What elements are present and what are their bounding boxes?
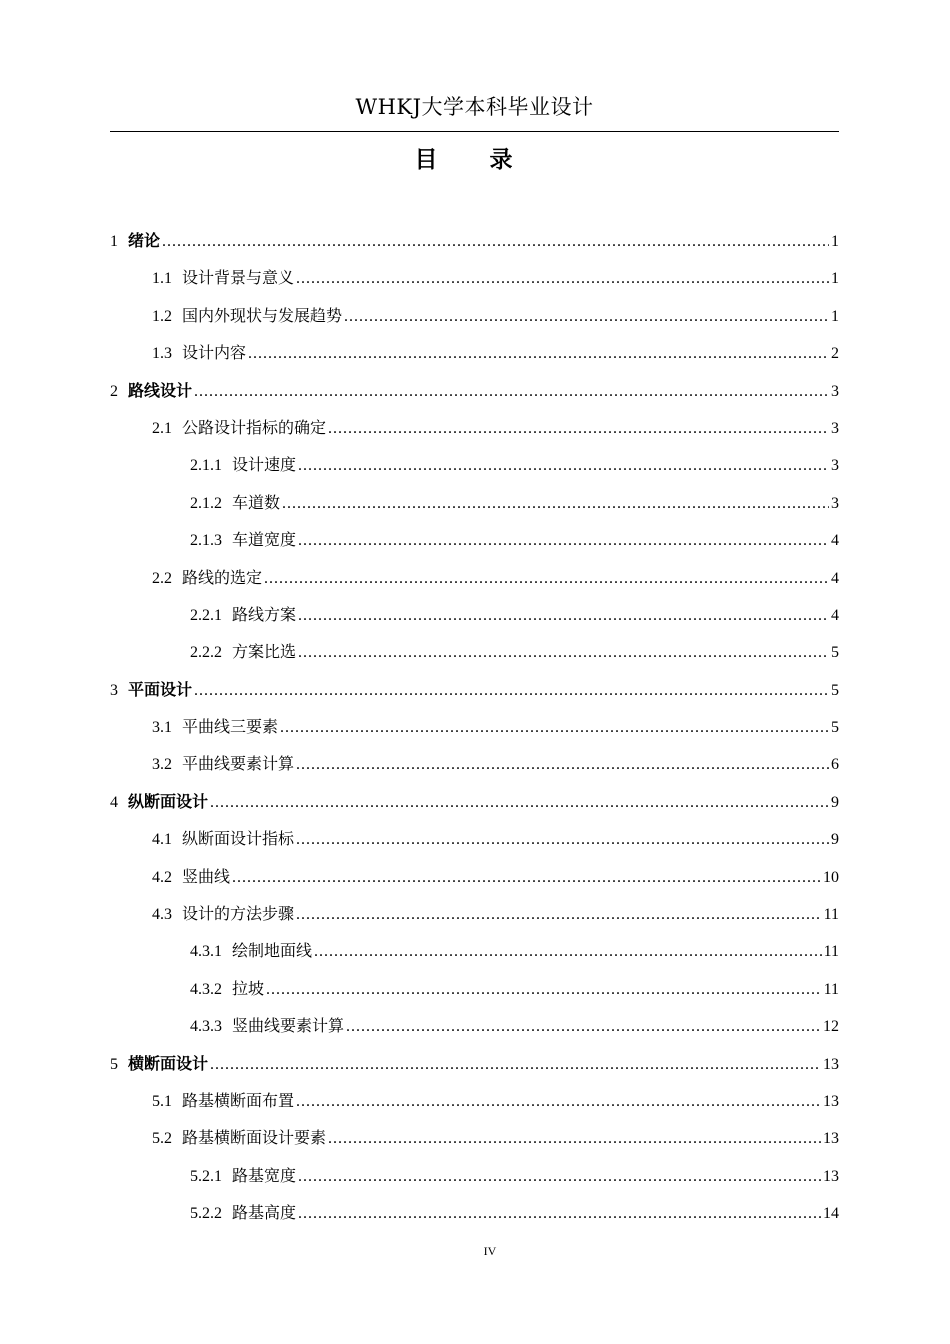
toc-dot-leader xyxy=(296,896,822,933)
toc-entry-page: 5 xyxy=(831,719,839,737)
toc-entry-title: 绘制地面线 xyxy=(232,941,313,961)
toc-entry-page: 13 xyxy=(823,1130,839,1148)
toc-entry-title: 平曲线要素计算 xyxy=(182,754,295,774)
toc-entry-number: 2.2.2 xyxy=(190,644,222,662)
toc-dot-leader xyxy=(298,1195,821,1232)
toc-entry-number: 1.1 xyxy=(152,270,172,288)
toc-dot-leader xyxy=(194,672,829,709)
toc-entry-page: 4 xyxy=(831,606,839,624)
toc-entry-title: 竖曲线要素计算 xyxy=(232,1016,345,1036)
toc-entry[interactable] xyxy=(110,297,839,334)
toc-entry-number: 4.1 xyxy=(152,831,172,849)
toc-entry-page: 14 xyxy=(823,1205,839,1223)
toc-dot-leader xyxy=(232,859,821,896)
toc-entry-title: 路线方案 xyxy=(232,604,297,624)
toc-entry-title: 平面设计 xyxy=(128,679,193,699)
toc-entry[interactable] xyxy=(110,895,839,932)
toc-entry[interactable] xyxy=(110,559,839,596)
toc-entry-number: 4.2 xyxy=(152,868,172,886)
toc-entry-page: 12 xyxy=(823,1018,839,1036)
toc-entry-page: 9 xyxy=(831,831,839,849)
toc-dot-leader xyxy=(298,522,829,559)
toc-entry-page: 11 xyxy=(823,980,839,998)
toc-entry[interactable] xyxy=(110,372,839,409)
toc-entry[interactable] xyxy=(110,334,839,371)
toc-entry[interactable] xyxy=(110,484,839,521)
toc-entry[interactable] xyxy=(110,1007,839,1044)
toc-entry-title: 路线设计 xyxy=(128,380,193,400)
toc-dot-leader xyxy=(248,335,829,372)
toc-entry[interactable] xyxy=(110,858,839,895)
toc-entry[interactable] xyxy=(110,222,839,259)
toc-dot-leader xyxy=(296,260,829,297)
toc-entry[interactable] xyxy=(110,708,839,745)
toc-entry-title: 公路设计指标的确定 xyxy=(182,417,327,437)
toc-entry-title: 竖曲线 xyxy=(182,866,231,886)
toc-entry[interactable] xyxy=(110,820,839,857)
toc-entry-number: 2.1.2 xyxy=(190,494,222,512)
toc-entry-number: 2.1 xyxy=(152,419,172,437)
toc-entry-title: 车道数 xyxy=(232,492,281,512)
toc-entry-title: 路基高度 xyxy=(232,1203,297,1223)
toc-dot-leader xyxy=(162,223,829,260)
toc-entry-title: 纵断面设计 xyxy=(128,791,209,811)
toc-dot-leader xyxy=(296,821,829,858)
toc-dot-leader xyxy=(346,1008,821,1045)
toc-entry[interactable] xyxy=(110,409,839,446)
toc-entry-page: 3 xyxy=(831,382,839,400)
toc-entry-number: 4.3 xyxy=(152,906,172,924)
toc-entry-number: 3.1 xyxy=(152,719,172,737)
toc-entry-number: 2.1.1 xyxy=(190,457,222,475)
toc-entry[interactable] xyxy=(110,521,839,558)
toc-entry[interactable] xyxy=(110,1119,839,1156)
toc-entry-number: 4 xyxy=(110,793,118,811)
toc-entry-number: 3.2 xyxy=(152,756,172,774)
toc-entry-title: 设计速度 xyxy=(232,455,297,475)
toc-entry[interactable] xyxy=(110,259,839,296)
toc-dot-leader xyxy=(264,560,829,597)
toc-dot-leader xyxy=(296,746,829,783)
toc-dot-leader xyxy=(328,1120,821,1157)
toc-entry-title: 路基宽度 xyxy=(232,1165,297,1185)
toc-entry-page: 3 xyxy=(831,419,839,437)
toc-entry-number: 4.3.1 xyxy=(190,943,222,961)
toc-entry[interactable] xyxy=(110,1082,839,1119)
toc-entry-title: 国内外现状与发展趋势 xyxy=(182,305,343,325)
toc-entry-title: 路基横断面布置 xyxy=(182,1090,295,1110)
page-header: WHKJ大学本科毕业设计 xyxy=(355,95,594,119)
toc-entry-title: 设计内容 xyxy=(182,343,247,363)
table-of-contents xyxy=(110,222,839,1232)
toc-entry[interactable] xyxy=(110,596,839,633)
toc-entry-page: 5 xyxy=(831,644,839,662)
toc-title: 目 录 xyxy=(414,147,535,173)
toc-entry[interactable] xyxy=(110,633,839,670)
toc-entry-number: 1 xyxy=(110,233,118,250)
toc-entry[interactable] xyxy=(110,446,839,483)
toc-entry-page: 5 xyxy=(831,681,839,699)
toc-entry[interactable] xyxy=(110,745,839,782)
toc-entry-page: 3 xyxy=(831,494,839,512)
toc-dot-leader xyxy=(298,1158,821,1195)
toc-entry-title: 设计的方法步骤 xyxy=(182,904,295,924)
toc-dot-leader xyxy=(298,634,829,671)
toc-entry-page: 6 xyxy=(831,756,839,774)
toc-entry-title: 绪论 xyxy=(128,231,161,250)
toc-entry[interactable] xyxy=(110,970,839,1007)
toc-entry-page: 9 xyxy=(831,793,839,811)
toc-entry-title: 路基横断面设计要素 xyxy=(182,1128,327,1148)
toc-entry-title: 纵断面设计指标 xyxy=(182,829,295,849)
toc-entry-page: 13 xyxy=(823,1167,839,1185)
toc-entry-number: 3 xyxy=(110,681,118,699)
page-number: IV xyxy=(483,1244,497,1258)
toc-dot-leader xyxy=(314,933,822,970)
toc-entry-number: 5 xyxy=(110,1055,118,1073)
toc-entry-number: 5.2.1 xyxy=(190,1167,222,1185)
toc-dot-leader xyxy=(266,971,822,1008)
toc-entry-page: 3 xyxy=(831,457,839,475)
toc-entry-title: 路线的选定 xyxy=(182,567,263,587)
toc-entry-title: 横断面设计 xyxy=(128,1053,209,1073)
toc-entry-page: 1 xyxy=(831,233,839,250)
toc-entry-number: 5.2 xyxy=(152,1130,172,1148)
toc-entry[interactable] xyxy=(110,1157,839,1194)
toc-entry-number: 2.2.1 xyxy=(190,606,222,624)
toc-entry-number: 5.2.2 xyxy=(190,1205,222,1223)
toc-dot-leader xyxy=(298,597,829,634)
toc-entry-title: 方案比选 xyxy=(232,642,297,662)
toc-entry-page: 4 xyxy=(831,532,839,550)
toc-entry-title: 设计背景与意义 xyxy=(182,268,295,288)
toc-dot-leader xyxy=(194,373,829,410)
toc-dot-leader xyxy=(296,1083,821,1120)
toc-entry-number: 5.1 xyxy=(152,1092,172,1110)
toc-entry-number: 1.3 xyxy=(152,345,172,363)
toc-entry-page: 11 xyxy=(823,943,839,961)
toc-entry-number: 4.3.2 xyxy=(190,980,222,998)
toc-entry-page: 1 xyxy=(831,270,839,288)
toc-entry-page: 4 xyxy=(831,569,839,587)
toc-entry-title: 车道宽度 xyxy=(232,530,297,550)
toc-entry-number: 1.2 xyxy=(152,307,172,325)
toc-entry-page: 13 xyxy=(823,1055,839,1073)
toc-entry[interactable] xyxy=(110,932,839,969)
toc-entry-number: 2.2 xyxy=(152,569,172,587)
toc-dot-leader xyxy=(210,1046,821,1083)
toc-entry-title: 平曲线三要素 xyxy=(182,717,279,737)
toc-entry-page: 2 xyxy=(831,345,839,363)
toc-entry-number: 4.3.3 xyxy=(190,1018,222,1036)
toc-dot-leader xyxy=(280,709,829,746)
toc-entry-number: 2.1.3 xyxy=(190,532,222,550)
toc-entry-page: 11 xyxy=(823,906,839,924)
toc-dot-leader xyxy=(298,447,829,484)
toc-entry[interactable] xyxy=(110,1045,839,1082)
toc-dot-leader xyxy=(210,784,829,821)
toc-entry[interactable] xyxy=(110,783,839,820)
toc-entry-page: 13 xyxy=(823,1092,839,1110)
header-divider xyxy=(110,131,839,132)
toc-dot-leader xyxy=(282,485,829,522)
toc-entry[interactable] xyxy=(110,671,839,708)
toc-entry-title: 拉坡 xyxy=(232,978,265,998)
toc-dot-leader xyxy=(344,298,829,335)
toc-entry-number: 2 xyxy=(110,382,118,400)
toc-entry-page: 1 xyxy=(831,307,839,325)
toc-dot-leader xyxy=(328,410,829,447)
toc-entry[interactable] xyxy=(110,1194,839,1231)
toc-entry-page: 10 xyxy=(823,868,839,886)
